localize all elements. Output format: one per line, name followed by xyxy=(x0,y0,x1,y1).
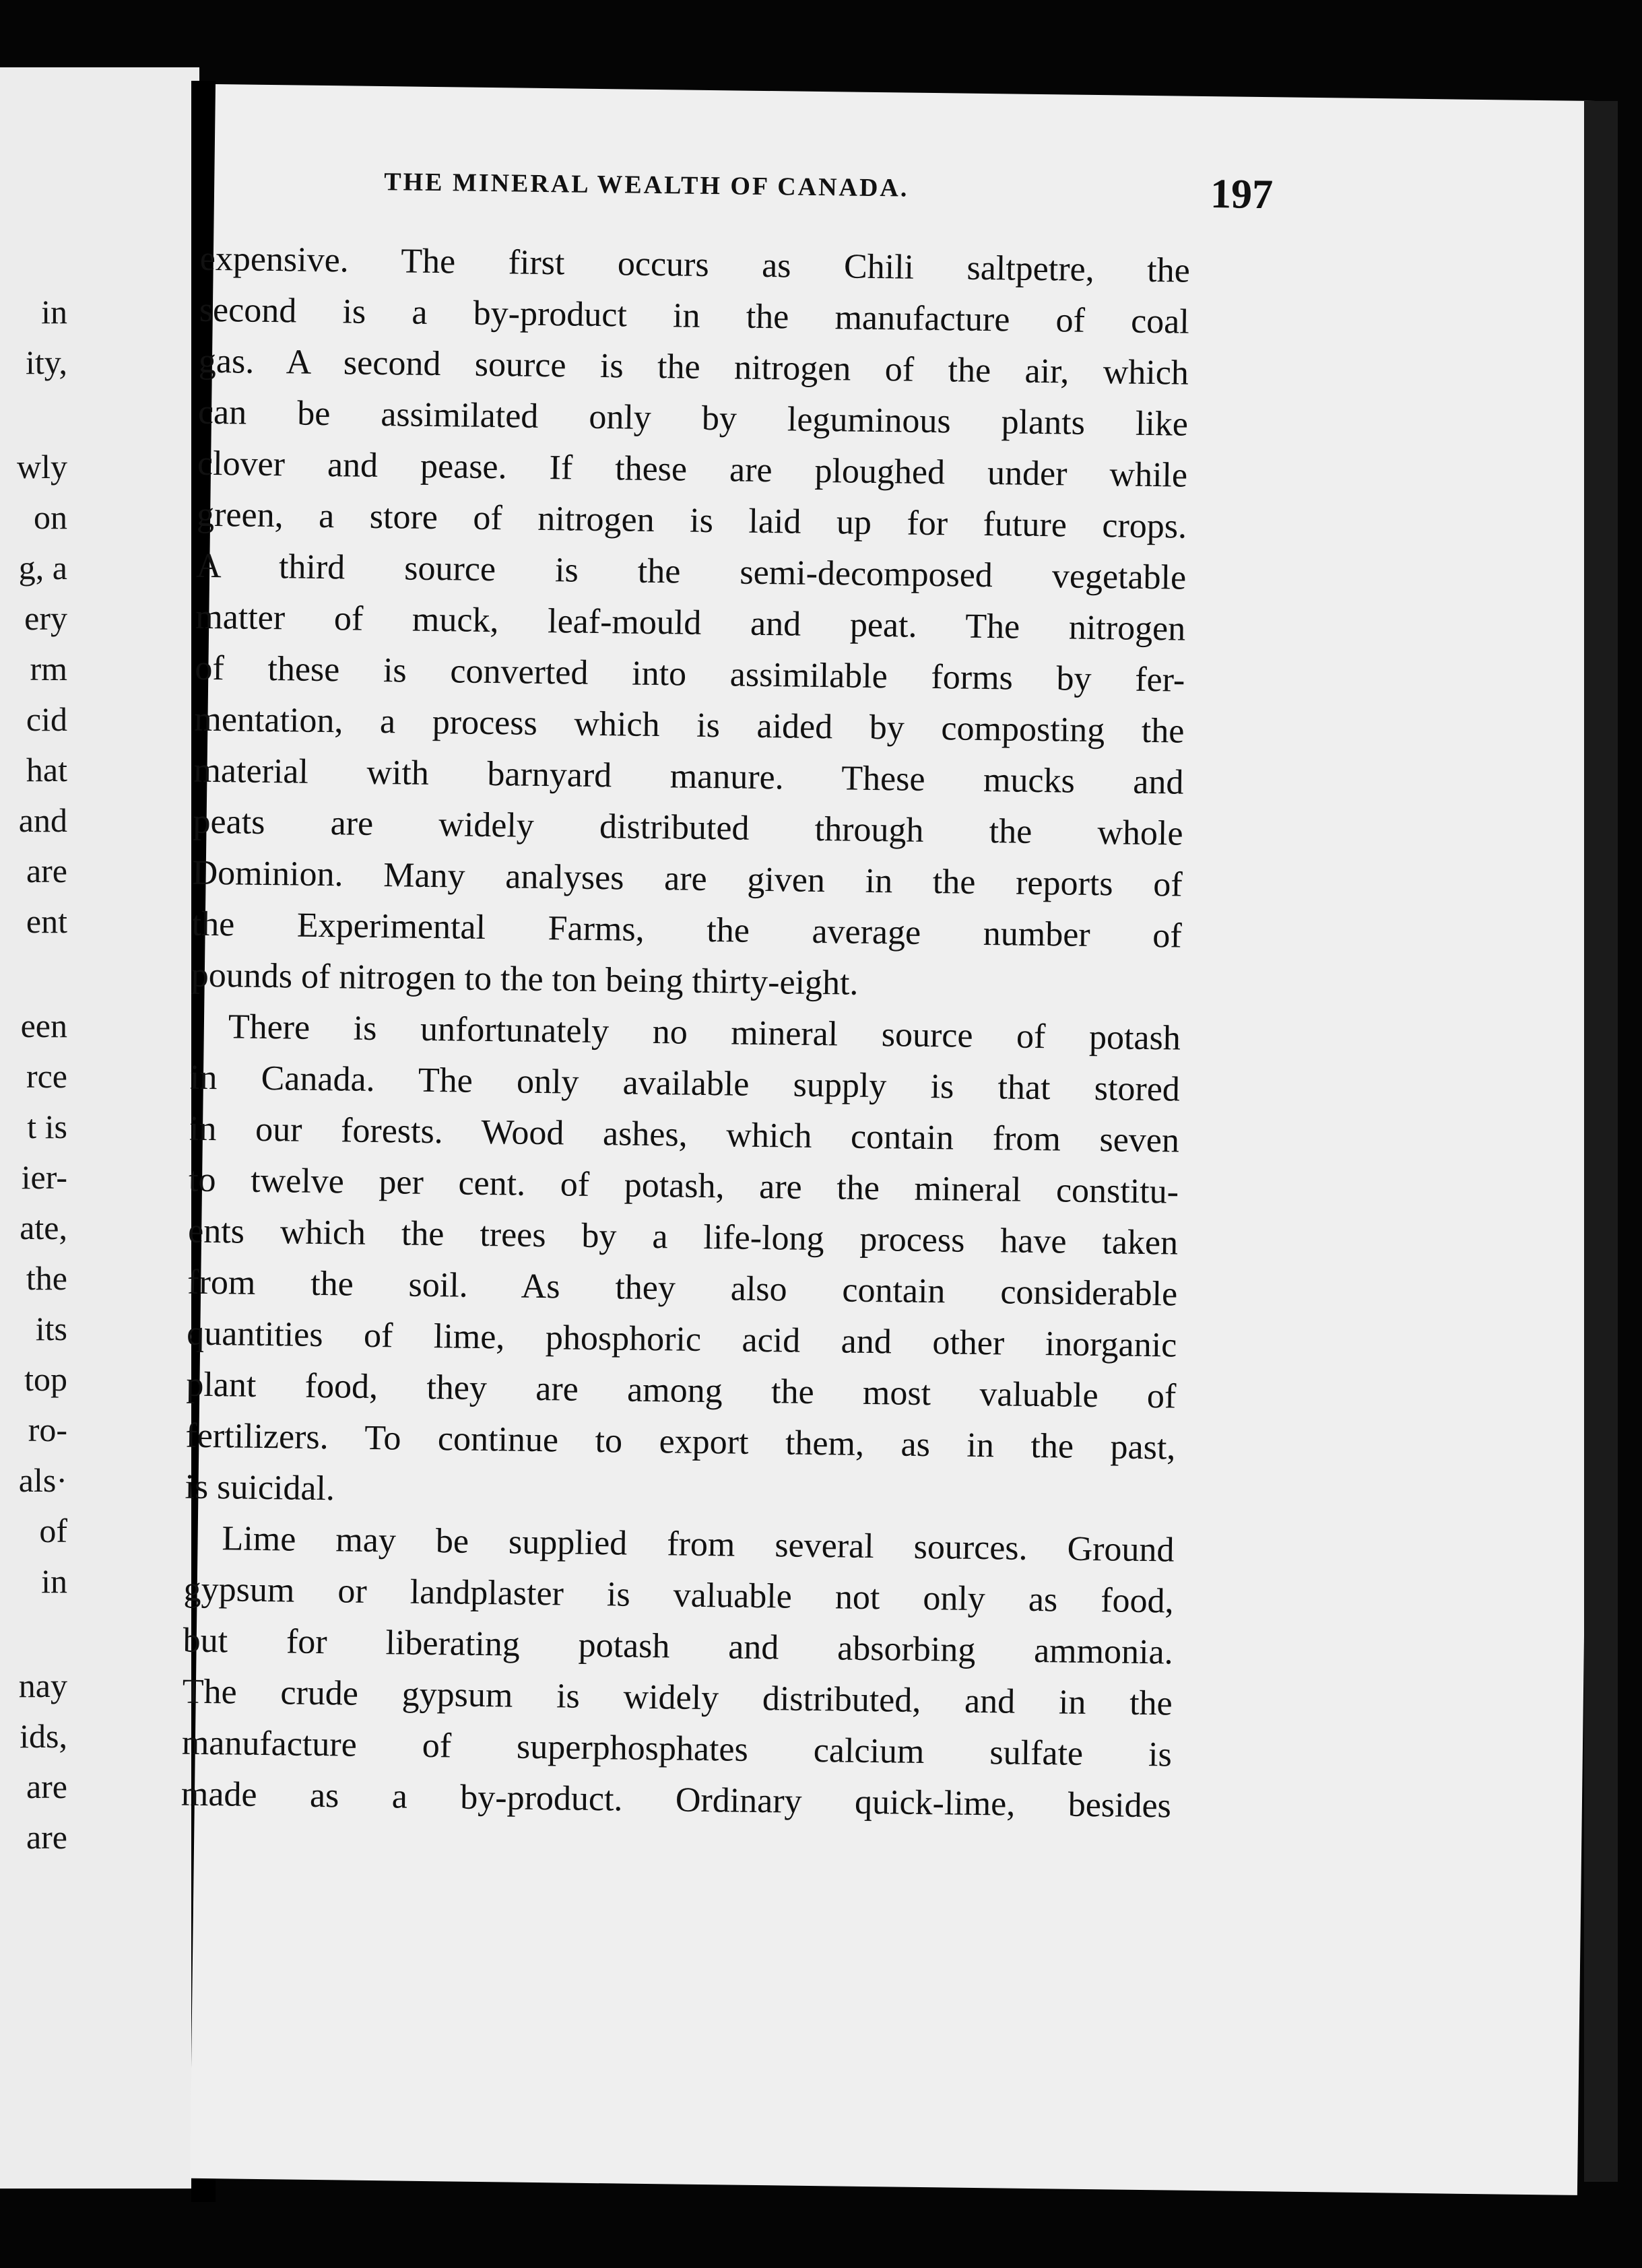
left-page-fragment: hat xyxy=(26,751,67,789)
left-page-fragment: in xyxy=(41,293,67,331)
text-line: peats are widely distributed through the whole xyxy=(193,802,1183,853)
left-page-fragment: wly xyxy=(17,448,67,486)
body-text xyxy=(181,234,1191,1832)
left-page-fragment: g, a xyxy=(18,549,67,587)
text-line: fertilizers. To continue to export them, as in the past, xyxy=(185,1416,1176,1467)
left-page-fragment: een xyxy=(20,1007,67,1044)
left-page-fragment: t is xyxy=(27,1108,67,1145)
paragraph-first-line: Lime may be supplied from several sources. Ground xyxy=(222,1519,1175,1570)
left-page-fragment: and xyxy=(18,801,67,839)
text-line: second is a by-product in the manufacture of coal xyxy=(199,290,1190,341)
text-line: plant food, they are among the most valuable of xyxy=(186,1365,1177,1416)
left-page-fragment: rm xyxy=(30,650,67,688)
left-page-fragment: the xyxy=(26,1259,67,1297)
text-line: gas. A second source is the nitrogen of the air, which xyxy=(198,341,1189,393)
left-page-fragment: top xyxy=(24,1360,67,1398)
text-line: green, a store of nitrogen is laid up for future crops. xyxy=(196,495,1187,546)
left-page-fragment: ate, xyxy=(20,1209,67,1246)
text-line: the Experimental Farms, the average number of xyxy=(191,904,1182,956)
left-page-fragment: of xyxy=(39,1512,67,1549)
text-line: in Canada. The only available supply is that stored xyxy=(189,1058,1181,1109)
paragraph-first-line: There is unfortunately no mineral source of potash xyxy=(228,1007,1181,1058)
text-line: in our forests. Wood ashes, which contain from seven xyxy=(189,1109,1180,1160)
left-page xyxy=(0,67,199,2189)
left-page-fragment: on xyxy=(34,498,67,536)
text-line: can be assimilated only by leguminous plants like xyxy=(197,393,1189,444)
running-head xyxy=(384,160,1274,225)
left-page-fragment: ery xyxy=(24,599,67,637)
left-page-fragment: als· xyxy=(18,1461,67,1499)
left-page-fragment: are xyxy=(26,1818,67,1856)
left-page-fragment: ro- xyxy=(28,1411,67,1448)
text-line: mentation, a process which is aided by composting the xyxy=(194,700,1185,751)
left-page-fragment: ent xyxy=(26,902,67,940)
left-page-fragment: ier- xyxy=(21,1158,67,1196)
left-page-fragment: are xyxy=(26,1768,67,1805)
right-page xyxy=(180,84,1603,2195)
text-line: material with barnyard manure. These mucks and xyxy=(193,751,1184,802)
text-line: gypsum or landplaster is valuable not only as food, xyxy=(183,1570,1174,1621)
text-line: but for liberating potash and absorbing ammonia. xyxy=(183,1621,1174,1672)
text-line: of these is converted into assimilable forms by fer- xyxy=(195,648,1185,700)
text-line: matter of muck, leaf-mould and peat. The nitrogen xyxy=(195,597,1186,648)
text-line: A third source is the semi-decomposed vegetable xyxy=(195,546,1187,597)
text-line: to twelve per cent. of potash, are the mineral constitu- xyxy=(188,1160,1179,1211)
left-page-fragment: ity, xyxy=(25,343,67,381)
text-line: made as a by-product. Ordinary quick-lime, besides xyxy=(180,1774,1172,1826)
page-edge-shadow xyxy=(1584,101,1618,2182)
text-line: ents which the trees by a life-long process have taken xyxy=(187,1211,1179,1263)
text-line: expensive. The first occurs as Chili saltpetre, the xyxy=(199,239,1191,290)
left-page-fragment: ids, xyxy=(20,1717,67,1755)
text-line: manufacture of superphosphates calcium sulfate is xyxy=(181,1723,1173,1774)
text-line: The crude gypsum is widely distributed, and in the xyxy=(182,1672,1173,1723)
text-line: quantities of lime, phosphoric acid and other inorganic xyxy=(186,1314,1177,1365)
left-page-fragment: are xyxy=(26,852,67,890)
left-page-fragment: nay xyxy=(18,1667,67,1704)
text-line: pounds of nitrogen to the ton being thirty-eight. xyxy=(191,956,859,1003)
text-line: is suicidal. xyxy=(185,1467,335,1508)
page-number: 197 xyxy=(1210,171,1274,218)
text-line: from the soil. As they also contain considerable xyxy=(187,1263,1178,1314)
left-page-fragment: its xyxy=(35,1310,67,1347)
text-line: Dominion. Many analyses are given in the reports of xyxy=(192,853,1183,904)
left-page-fragment: in xyxy=(41,1562,67,1600)
left-page-fragment: cid xyxy=(26,700,67,738)
running-title: THE MINERAL WEALTH OF CANADA. xyxy=(383,168,909,203)
left-page-fragment: rce xyxy=(26,1057,67,1095)
text-line: clover and pease. If these are ploughed under while xyxy=(197,444,1188,495)
